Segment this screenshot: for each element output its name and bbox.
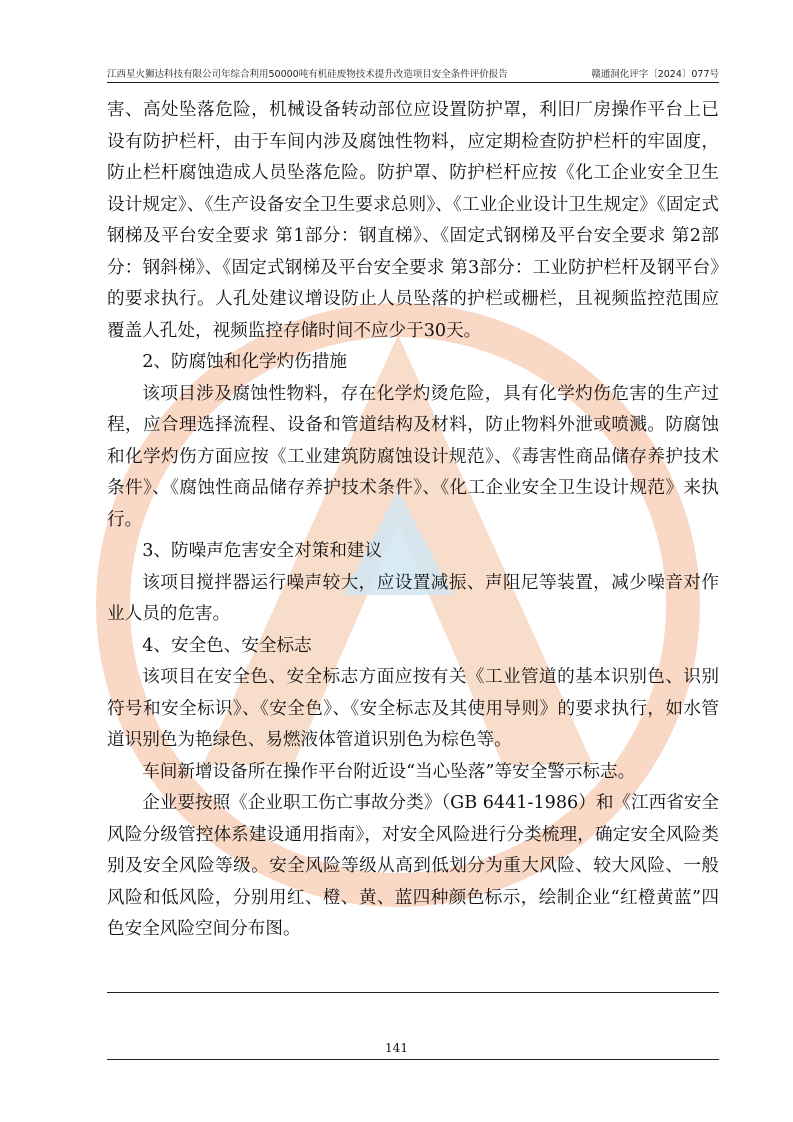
bottom-rule: [107, 1059, 719, 1060]
header-rule: [107, 82, 719, 83]
paragraph-continuation: 害、高处坠落危险，机械设备转动部位应设置防护罩，利旧厂房操作平台上已设有防护栏杆，由于车间内涉及腐蚀性物料，应定期检查防护栏杆的牢固度，防止栏杆腐蚀造成人员坠落危险。防护罩、防护栏杆应按《化工企业安全卫生设计规定》、《生产设备安全卫生要求总则》、《工业企业设计卫生规定》《固定式钢梯及平台安全要求 第1部分：钢直梯》、《固定式钢梯及平台安全要求 第2部分：钢斜梯》、《固定式钢梯及平台安全要求 第3部分：工业防护栏杆及钢平台》的要求执行。人孔处建议增设防止人员坠落的护栏或栅栏，且视频监控范围应覆盖人孔处，视频监控存储时间不应少于30天。: [107, 100, 719, 341]
paragraph-noise: 该项目搅拌器运行噪声较大，应设置减振、声阻尼等装置，减少噪音对作业人员的危害。: [107, 572, 719, 624]
report-title: 江西星火狮达科技有限公司年综合利用50000吨有机硅废物技术提升改造项目安全条件评价报告: [107, 69, 508, 80]
section-heading-safety-color: 4、安全色、安全标志: [142, 635, 312, 656]
page-number: 141: [385, 1041, 408, 1055]
page-header: [107, 64, 719, 82]
footer-rule: [107, 992, 719, 993]
report-number: 赣通洞化评字〔2024〕077号: [591, 69, 719, 80]
paragraph-risk-classification: 企业要按照《企业职工伤亡事故分类》（GB 6441-1986）和《江西省安全风险分级管控体系建设通用指南》，对安全风险进行分类梳理，确定安全风险类别及安全风险等级。安全风险等级从高到低划分为重大风险、较大风险、一般风险和低风险，分别用红、橙、黄、蓝四种颜色标示，绘制企业“红橙黄蓝”四色安全风险空间分布图。: [107, 793, 719, 939]
document-body: [107, 95, 719, 946]
section-heading-noise: 3、防噪声危害安全对策和建议: [142, 541, 383, 561]
paragraph-warning-signs: 车间新增设备所在操作平台附近设“当心坠落”等安全警示标志。: [142, 761, 636, 782]
paragraph-safety-color: 该项目在安全色、安全标志方面应按有关《工业管道的基本识别色、识别符号和安全标识》、《安全色》、《安全标志及其使用导则》的要求执行，如水管道识别色为艳绿色、易燃液体管道识别色为棕色等。: [107, 667, 719, 750]
section-heading-anticorrosion: 2、防腐蚀和化学灼伤措施: [142, 352, 347, 372]
paragraph-anticorrosion: 该项目涉及腐蚀性物料，存在化学灼烫危险，具有化学灼伤危害的生产过程，应合理选择流程、设备和管道结构及材料，防止物料外泄或喷溅。防腐蚀和化学灼伤方面应按《工业建筑防腐蚀设计规范》、《毒害性商品储存养护技术条件》、《腐蚀性商品储存养护技术条件》、《化工企业安全卫生设计规范》来执行。: [107, 383, 719, 530]
